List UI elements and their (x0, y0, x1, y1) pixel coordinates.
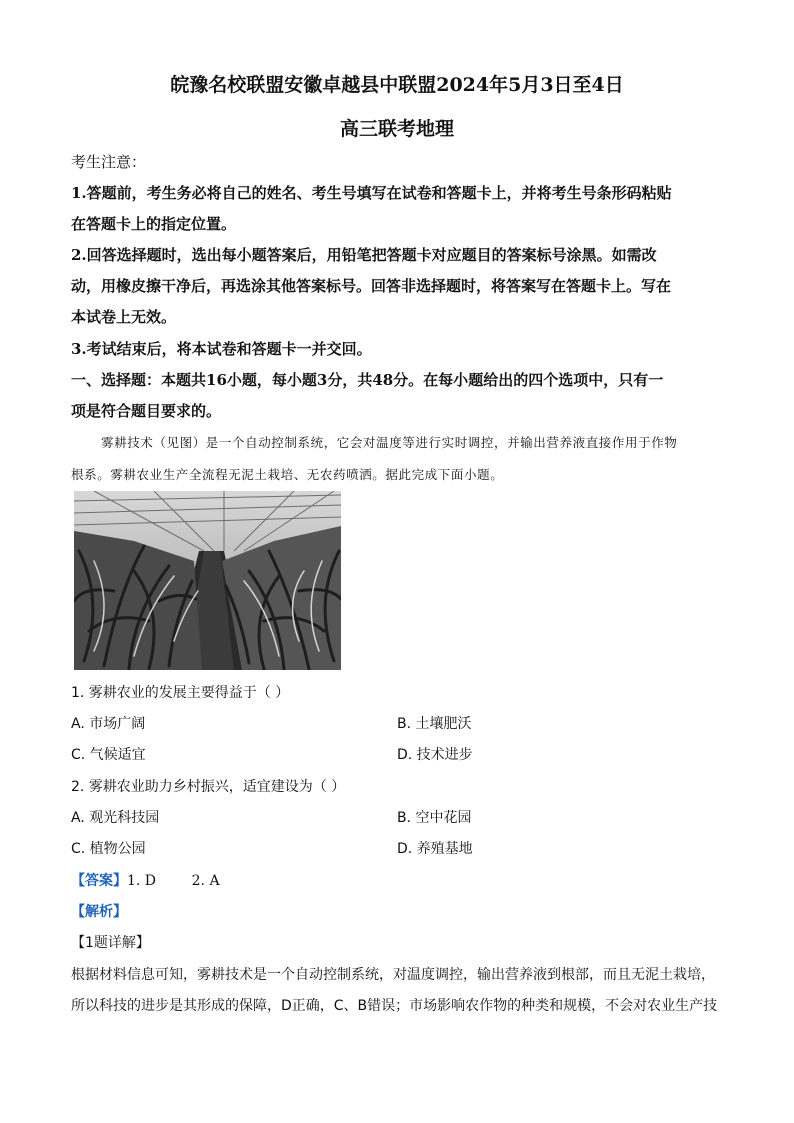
q2-option-c: C. 植物公园 (71, 841, 146, 857)
notice-item-2-cont2: 本试卷上无效。 (71, 308, 177, 326)
answer-line (71, 870, 723, 890)
q1-option-a: A. 市场广阔 (71, 716, 146, 732)
q2-option-b: B. 空中花园 (397, 810, 472, 826)
q1-option-c: C. 气候适宜 (71, 747, 146, 763)
analysis-text: 根据材料信息可知，雾耕技术是一个自动控制系统，对温度调控，输出营养液到根部，而且无泥土栽培， (71, 967, 715, 983)
answer-tag: 【答案】 (71, 873, 127, 889)
material-text-cont: 根系。雾耕农业生产全流程无泥土栽培、无农药喷洒。据此完成下面小题。 (71, 467, 504, 482)
notice-item-1: 1.答题前，考生务必将自己的姓名、考生号填写在试卷和答题卡上，并将考生号条形码粘贴 (71, 184, 672, 202)
analysis-line (71, 901, 723, 921)
notice-heading: 考生注意： (71, 153, 147, 171)
notice-item-2-cont: 动，用橡皮擦干净后，再选涂其他答案标号。回答非选择题时，将答案写在答题卡上。写在 (71, 277, 672, 295)
question-1-stem: 1. 雾耕农业的发展主要得益于（ ） (71, 685, 290, 701)
notice-item-2: 2.回答选择题时，选出每小题答案后，用铅笔把答题卡对应题目的答案标号涂黑。如需改 (71, 246, 657, 264)
analysis-tag: 【解析】 (71, 904, 127, 920)
q2-option-d: D. 养殖基地 (397, 841, 473, 857)
document-subtitle: 高三联考地理 (339, 118, 454, 140)
document-title: 皖豫名校联盟安徽卓越县中联盟2024年5月3日至4日 (170, 74, 624, 96)
material-text: 雾耕技术（见图）是一个自动控制系统，它会对温度等进行实时调控，并输出营养液直接作用于作物 (101, 435, 678, 450)
q2-option-a: A. 观光科技园 (71, 810, 160, 826)
greenhouse-photo (74, 491, 341, 670)
section-heading: 一、选择题：本题共16小题，每小题3分，共48分。在每小题给出的四个选项中，只有一 (71, 371, 664, 389)
notice-item-3: 3.考试结束后，将本试卷和答题卡一并交回。 (71, 340, 372, 358)
section-heading-cont: 项是符合题目要求的。 (71, 402, 222, 420)
q1-option-d: D. 技术进步 (397, 747, 473, 763)
answer-text: 1. D 2. A (127, 873, 220, 889)
question-2-stem: 2. 雾耕农业助力乡村振兴，适宜建设为（ ） (71, 779, 346, 795)
notice-item-1-cont: 在答题卡上的指定位置。 (71, 215, 237, 233)
analysis-subheading: 【1题详解】 (71, 935, 150, 951)
q1-option-b: B. 土壤肥沃 (397, 716, 472, 732)
analysis-text-cont: 所以科技的进步是其形成的保障，D正确，C、B错误；市场影响农作物的种类和规模，不会对农业生产技 (71, 998, 718, 1014)
